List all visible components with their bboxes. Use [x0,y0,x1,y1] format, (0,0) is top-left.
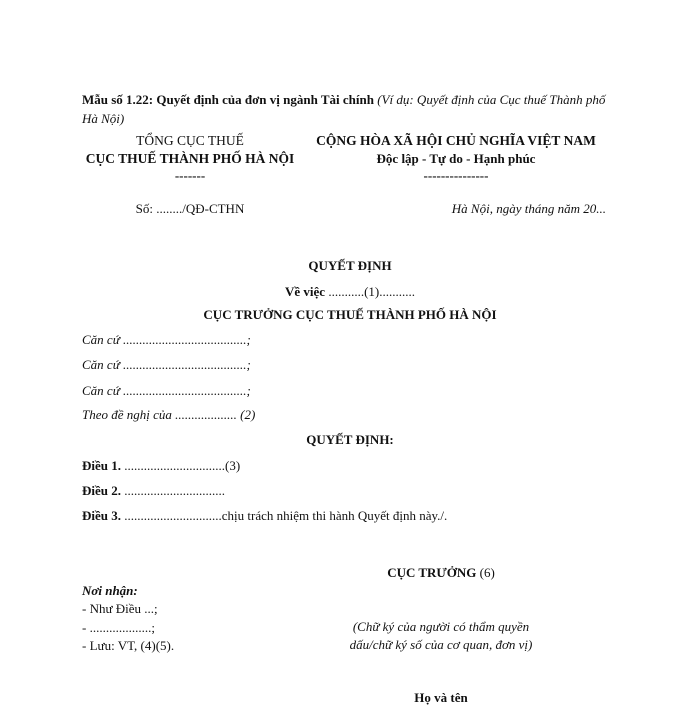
form-intro [82,90,622,128]
signature-note-line-2: dấu/chữ ký số của cơ quan, đơn vị) [349,637,533,652]
subject-line [0,284,700,300]
signer-title-note: (6) [476,565,495,580]
right-divider: --------------- [423,168,489,183]
signer-name-label: Họ và tên [414,690,468,705]
article-label: Điều 3. [82,508,121,523]
document-number: Số: ......../QĐ-CTHN [135,201,245,216]
recipient-item: - Như Điều ...; [82,601,158,616]
left-divider: ------- [174,168,206,183]
article-label: Điều 2. [82,483,121,498]
article-text: ...............................(3) [121,458,241,473]
article-3 [82,508,447,524]
article-label: Điều 1. [82,458,121,473]
basis-line: Căn cứ ......................................; [82,357,251,372]
signer-title [326,565,556,581]
nation-name: CỘNG HÒA XÃ HỘI CHỦ NGHĨA VIỆT NAM [316,133,596,148]
subject-label: Về việc [285,284,326,299]
org-name: CỤC THUẾ THÀNH PHỐ HÀ NỘI [85,151,295,166]
document-title: QUYẾT ĐỊNH [308,258,392,273]
article-text: ..............................chịu trách nhiệm thi hành Quyết định này./. [121,508,448,523]
proposal-line: Theo đề nghị của ................... (2) [82,407,256,422]
signer-title-text: CỤC TRƯỞNG [387,565,477,580]
place-and-date: Hà Nội, ngày tháng năm 20... [451,201,606,216]
recipients-heading: Nơi nhận: [82,583,138,598]
national-motto: Độc lập - Tự do - Hạnh phúc [376,151,536,166]
article-text: ............................... [121,483,225,498]
recipient-item: - Lưu: VT, (4)(5). [82,638,175,653]
example-note: (Ví dụ: Quyết định của Cục thuế Thành phố Hà Nội) [82,92,606,126]
decision-heading: QUYẾT ĐỊNH: [306,432,394,447]
article-2 [82,483,225,499]
basis-line: Căn cứ ......................................; [82,332,251,347]
subject-value: ...........(1)........... [325,284,415,299]
recipient-item: - ...................; [82,620,155,635]
signature-note-line-1: (Chữ ký của người có thẩm quyền [352,619,530,634]
parent-org: TỔNG CỤC THUẾ [136,133,244,148]
basis-line: Căn cứ ......................................; [82,383,251,398]
article-1 [82,458,240,474]
issuing-authority: CỤC TRƯỞNG CỤC THUẾ THÀNH PHỐ HÀ NỘI [203,307,497,322]
form-label: Mẫu số 1.22: Quyết định của đơn vị ngành Tài chính [82,92,374,107]
